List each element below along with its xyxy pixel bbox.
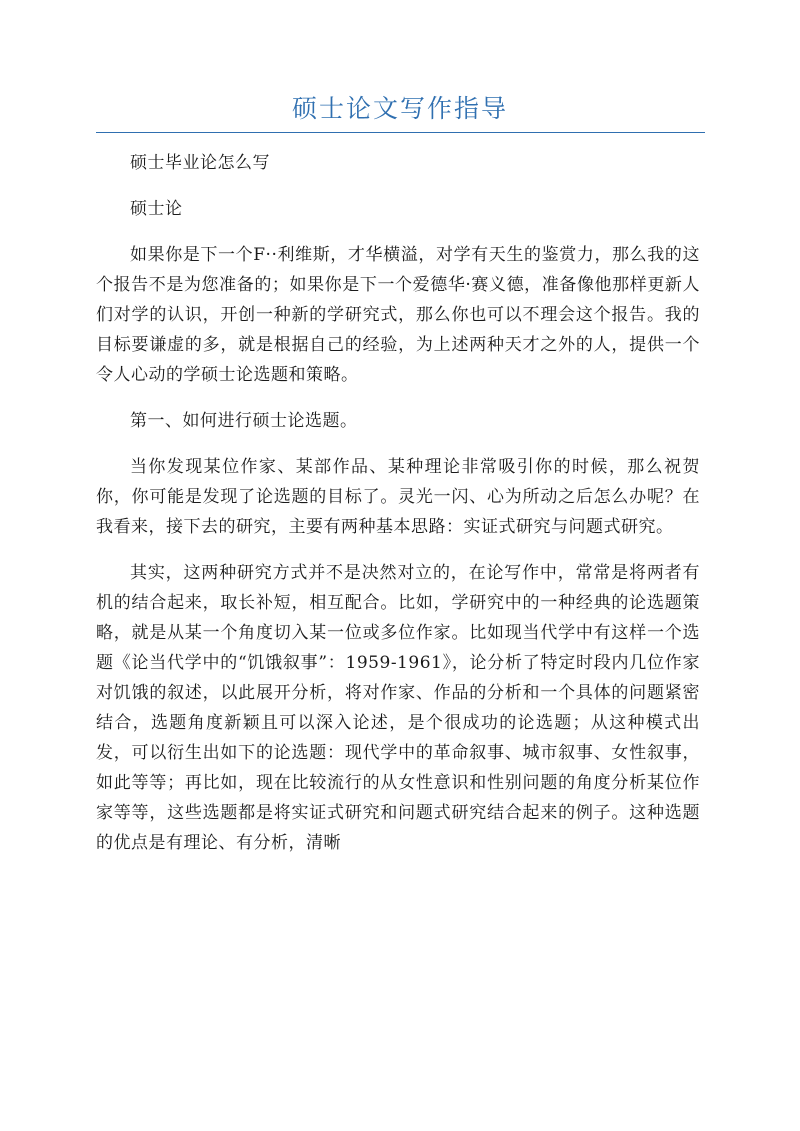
paragraph-section-heading: 第一、如何进行硕士论选题。	[130, 411, 358, 431]
paragraph-intro: 如果你是下一个F··利维斯，才华横溢，对学有天生的鉴赏力，那么我的这个报告不是为您准备的；如果你是下一个爱德华·赛义德，准备像他那样更新人们对学的认识，开创一种新的学研究式，那么你也可以不理会这个报告。我的目标要谦虚的多，就是根据自己的经验，为上述两种天才之外的人，提供一个令人心动的学硕士论选题和策略。	[96, 245, 700, 385]
title-divider	[96, 132, 705, 133]
document-body	[96, 148, 700, 874]
paragraph-approach: 当你发现某位作家、某部作品、某种理论非常吸引你的时候，那么祝贺你，你可能是发现了论选题的目标了。灵光一闪、心为所动之后怎么办呢？在我看来，接下去的研究，主要有两种基本思路：实证式研究与问题式研究。	[96, 457, 700, 537]
paragraph-subtitle: 硕士毕业论怎么写	[130, 153, 270, 173]
document-title: 硕士论文写作指导	[291, 94, 508, 123]
paragraph-example: 其实，这两种研究方式并不是决然对立的，在论写作中，常常是将两者有机的结合起来，取长补短，相互配合。比如，学研究中的一种经典的论选题策略，就是从某一个角度切入某一位或多位作家。比如现当代学中有这样一个选题《论当代学中的“饥饿叙事”：1959-1961》，论分析了特定时段内几位作家对饥饿的叙述，以此展开分析，将对作家、作品的分析和一个具体的问题紧密结合，选题角度新颖且可以深入论述，是个很成功的论选题；从这种模式出发，可以衍生出如下的论选题：现代学中的革命叙事、城市叙事、女性叙事，如此等等；再比如，现在比较流行的从女性意识和性别问题的角度分析某位作家等等，这些选题都是将实证式研究和问题式研究结合起来的例子。这种选题的优点是有理论、有分析，清晰	[96, 563, 700, 853]
paragraph-heading: 硕士论	[130, 199, 183, 219]
